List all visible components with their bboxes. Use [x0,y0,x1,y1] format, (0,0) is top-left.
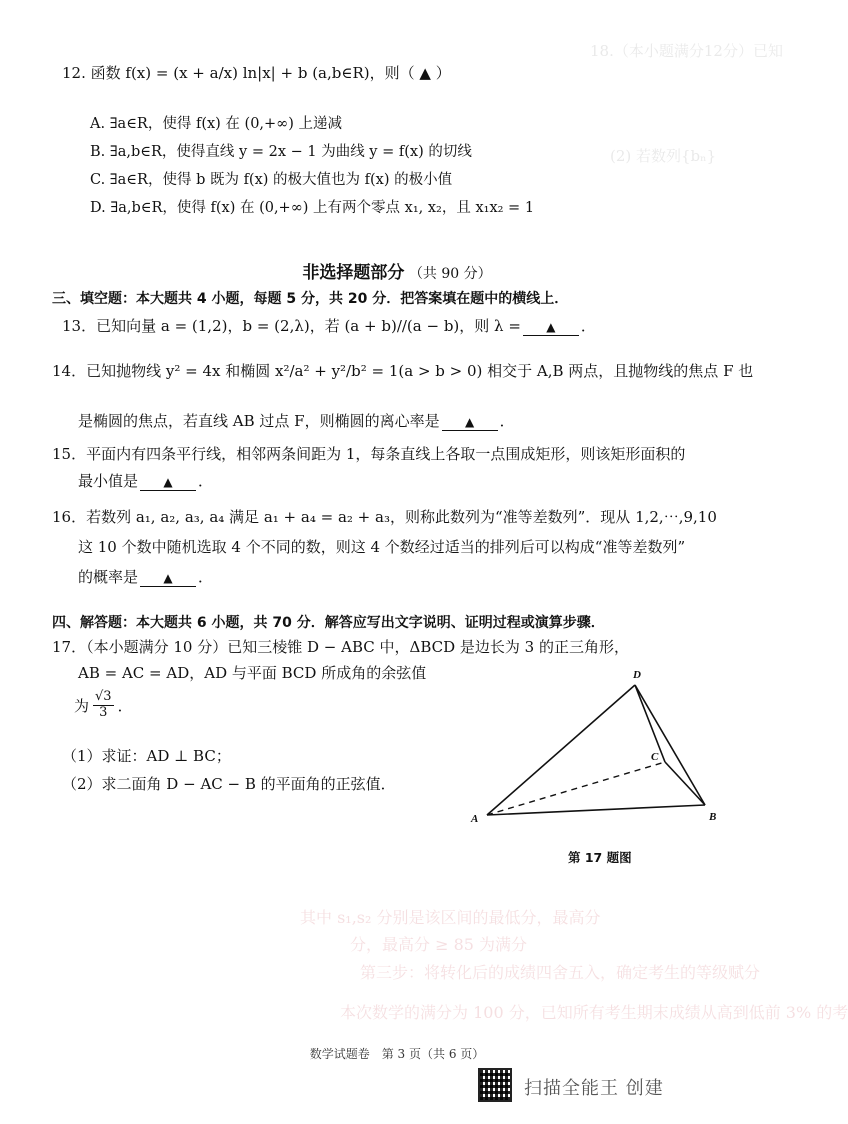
blank-marker: ▲ [546,320,556,334]
question-12-option-b: B. ∃a,b∈R，使得直线 y = 2x − 1 为曲线 y = f(x) 的切线 [90,144,472,160]
section-4-heading: 四、解答题：本大题共 6 小题，共 70 分．解答应写出文字说明、证明过程或演算步骤． [52,615,605,631]
bleed-through-text: 18.（本小题满分12分）已知 [590,42,783,60]
answer-blank [523,317,579,336]
question-14-line-2 [78,410,515,431]
question-14-text: 是椭圆的焦点，若直线 AB 过点 F，则椭圆的离心率是 [78,412,440,430]
blank-marker: ▲ [163,475,173,489]
question-17-line-3 [74,690,133,721]
bleed-through-text: 分，最高分 ≥ 85 为满分 [350,935,528,954]
page-footer: 数学试题卷 第 3 页（共 6 页） [309,1047,485,1061]
edge-cb [665,762,705,805]
question-13-tail: ． [580,317,596,335]
edge-db [635,685,705,805]
question-16-line-1: 16．若数列 a₁, a₂, a₃, a₄ 满足 a₁ + a₄ = a₂ + a₃，则称此数列为“准等差数列”．现从 1,2,⋯,9,10 [52,508,717,526]
figure-caption: 第 17 题图 [568,850,632,865]
question-17-part-1: （1）求证：AD ⊥ BC； [62,747,231,765]
part-heading [0,258,794,283]
question-15-line-2 [78,470,213,491]
part-title: 非选择题部分 [302,263,405,283]
question-17-line-3-tail: ． [117,696,133,715]
edge-ab [487,805,705,815]
bleed-through-text: 其中 s₁,s₂ 分别是该区间的最低分，最高分 [300,908,601,927]
question-12-option-c: C. ∃a∈R，使得 b 既为 f(x) 的极大值也为 f(x) 的极小值 [90,172,453,188]
blank-marker: ▲ [163,571,173,585]
edge-dc [635,685,665,762]
fraction-denominator: 3 [99,704,108,720]
question-12-option-d: D. ∃a,b∈R，使得 f(x) 在 (0,+∞) 上有两个零点 x₁, x₂，且 x₁x₂ = 1 [90,200,535,216]
bleed-through-text: (2) 若数列{bₙ} [610,147,717,165]
answer-blank [140,568,196,587]
vertex-label-c: C [651,751,659,763]
question-17-part-2: （2）求二面角 D − AC − B 的平面角的正弦值． [62,775,396,793]
edge-ac-hidden [487,762,665,815]
bleed-through-text: 本次数学的满分为 100 分，已知所有考生期末成绩从高到低前 3% 的考 [340,1003,848,1022]
question-14-tail: ． [499,412,515,430]
question-17-line-1: 17．（本小题满分 10 分）已知三棱锥 D − ABC 中，ΔBCD 是边长为 3 的正三角形， [52,638,629,656]
vertex-label-a: A [471,813,479,825]
question-16-line-3 [78,566,213,587]
tetrahedron-figure [465,660,725,840]
edge-ad [487,685,635,815]
answer-blank [442,412,498,431]
answer-blank [140,472,196,491]
bleed-through-text: 第三步：将转化后的成绩四舍五入，确定考生的等级赋分 [360,963,761,982]
question-16-text: 的概率是 [78,568,139,586]
fraction-numerator: √3 [95,689,112,704]
question-17-prefix: 为 [74,696,90,715]
question-15-line-1: 15．平面内有四条平行线，相邻两条间距为 1，每条直线上各取一点围成矩形，则该矩形面积的 [52,445,686,463]
question-12-stem: 12. 函数 f(x) = (x + a/x) ln|x| + b (a,b∈R)，则（ ▲ ） [62,64,451,82]
blank-marker: ▲ [464,415,475,429]
vertex-label-b: B [709,811,717,823]
question-16-tail: ． [198,568,214,586]
qr-code [478,1068,512,1102]
question-16-line-2: 这 10 个数中随机选取 4 个不同的数，则这 4 个数经过适当的排列后可以构成“准等差数列” [78,538,686,556]
scanner-watermark: 扫描全能王 创建 [524,1078,664,1099]
section-3-heading: 三、填空题：本大题共 4 小题，每题 5 分，共 20 分．把答案填在题中的横线上． [52,291,569,307]
question-13-text: 13．已知向量 a = (1,2)，b = (2,λ)，若 (a + b)//(a − b)，则 λ = [62,317,521,335]
part-score: （共 90 分） [408,266,492,282]
question-14-line-1: 14．已知抛物线 y² = 4x 和椭圆 x²/a² + y²/b² = 1(a > b > 0) 相交于 A,B 两点，且抛物线的焦点 F 也 [52,362,754,380]
question-17-line-2: AB = AC = AD，AD 与平面 BCD 所成角的余弦值 [78,664,427,682]
question-15-tail: ． [198,472,214,490]
vertex-label-d: D [633,669,641,681]
question-12-option-a: A. ∃a∈R，使得 f(x) 在 (0,+∞) 上递减 [90,116,343,132]
question-13 [62,315,596,336]
question-15-text: 最小值是 [78,472,139,490]
cosine-fraction [93,690,114,721]
